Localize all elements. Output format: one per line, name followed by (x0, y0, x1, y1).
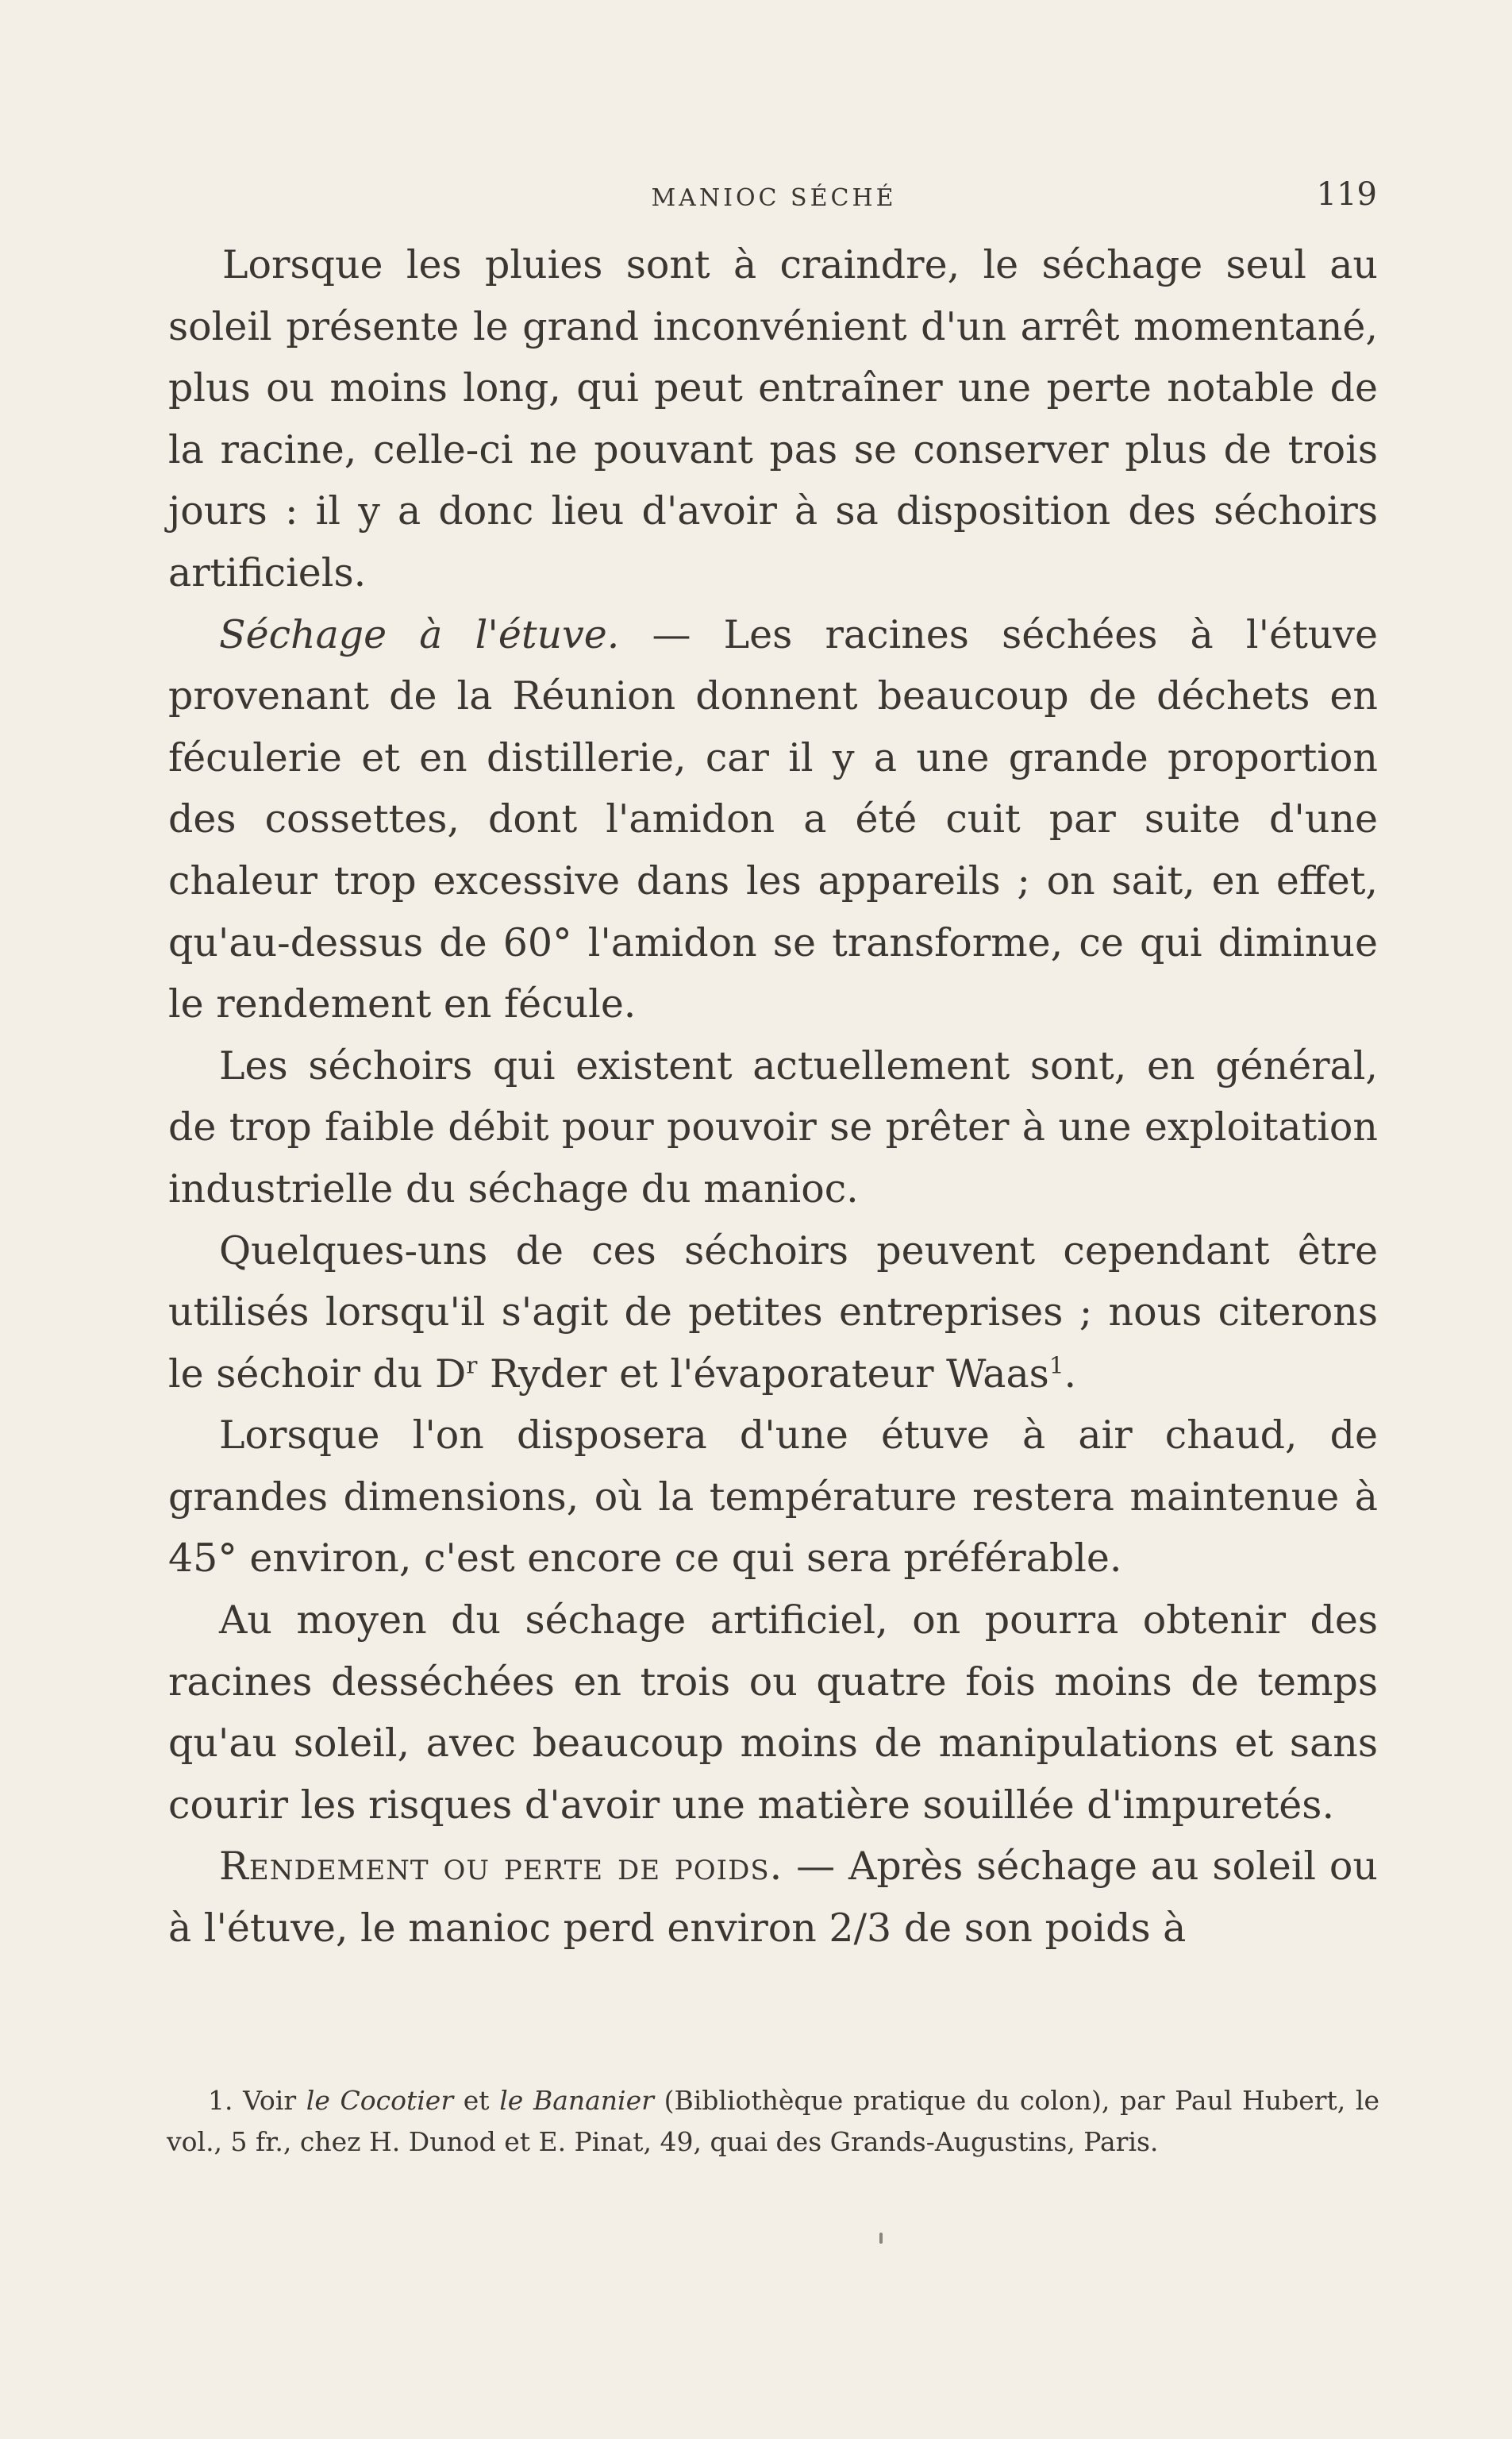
footnote-marker: 1. Voir (208, 2085, 306, 2116)
paragraph-5 (168, 1404, 1378, 1589)
page-header (171, 176, 1377, 224)
paper-speck (879, 2233, 883, 2244)
running-title: MANIOC SÉCHÉ (651, 184, 897, 212)
footnote-reference: 1 (1048, 1351, 1064, 1379)
paragraph-4 (168, 1220, 1378, 1405)
paragraph-1 (168, 234, 1378, 604)
paragraph-4-text-a: Quelques-uns de ces séchoirs peuvent cependant être utilisés lorsqu'il s'agit de petites entreprises ; nous citerons le séchoir du D (168, 1227, 1378, 1397)
paragraph-7 (168, 1836, 1378, 1959)
paragraph-7-text: — Après séchage au soleil ou à l'étuve, le manioc perd environ 2/3 de son poids à (168, 1844, 1378, 1952)
paragraph-2-text: — Les racines séchées à l'étuve provenant de la Réunion donnent beaucoup de déchets en féculerie et en distillerie, car il y a une grande proportion des cossettes, dont l'amidon a été cuit par suite d'une chaleur trop excessive dans les appareils ; on sait, en effet, qu'au-dessus de 60° l'amidon se transforme, ce qui diminue le rendement en fécule. (168, 611, 1378, 1027)
footnote-title-cocotier: le Cocotier (306, 2085, 454, 2116)
doctor-abbrev-superscript: r (466, 1351, 478, 1379)
body-text (168, 234, 1378, 1959)
footnote-title-bananier: le Bananier (499, 2085, 654, 2116)
paragraph-3-text: Les séchoirs qui existent actuellement sont, en général, de trop faible débit pour pouvoir se prêter à une exploitation industrielle du séchage du manioc. (168, 1042, 1378, 1212)
footnote-1 (167, 2080, 1379, 2163)
footnote-rest: (Bibliothèque pratique du colon), par Paul Hubert, le vol., 5 fr., chez H. Dunod et E. Pinat, 49, quai des Grands-Augustins, Paris. (167, 2085, 1379, 2157)
section-heading-rendement: Rendement ou perte de poids. (219, 1844, 783, 1890)
paragraph-4-text-b: Ryder et l'évaporateur Waas (477, 1351, 1049, 1397)
paragraph-2 (168, 604, 1378, 1035)
section-heading-sechage-etuve: Séchage à l'étuve. (219, 611, 620, 657)
paragraph-4-end: . (1064, 1351, 1077, 1397)
paragraph-5-text: Lorsque l'on disposera d'une étuve à air chaud, de grandes dimensions, où la température restera maintenue à 45° environ, c'est encore ce qui sera préférable. (168, 1412, 1378, 1582)
footnote-area (167, 2080, 1379, 2163)
page-number: 119 (1316, 176, 1377, 213)
paragraph-1-text: Lorsque les pluies sont à craindre, le séchage seul au soleil présente le grand inconvénient d'un arrêt momentané, plus ou moins long, qui peut entraîner une perte notable de la racine, celle-ci ne pouvant pas se conserver plus de trois jours : il y a donc lieu d'avoir à sa disposition des séchoirs artificiels. (168, 242, 1378, 595)
paragraph-3 (168, 1035, 1378, 1220)
paragraph-6 (168, 1589, 1378, 1836)
footnote-mid: et (453, 2085, 500, 2116)
paragraph-6-text: Au moyen du séchage artificiel, on pourra obtenir des racines desséchées en trois ou quatre fois moins de temps qu'au soleil, avec beaucoup moins de manipulations et sans courir les risques d'avoir une matière souillée d'impuretés. (168, 1597, 1378, 1828)
